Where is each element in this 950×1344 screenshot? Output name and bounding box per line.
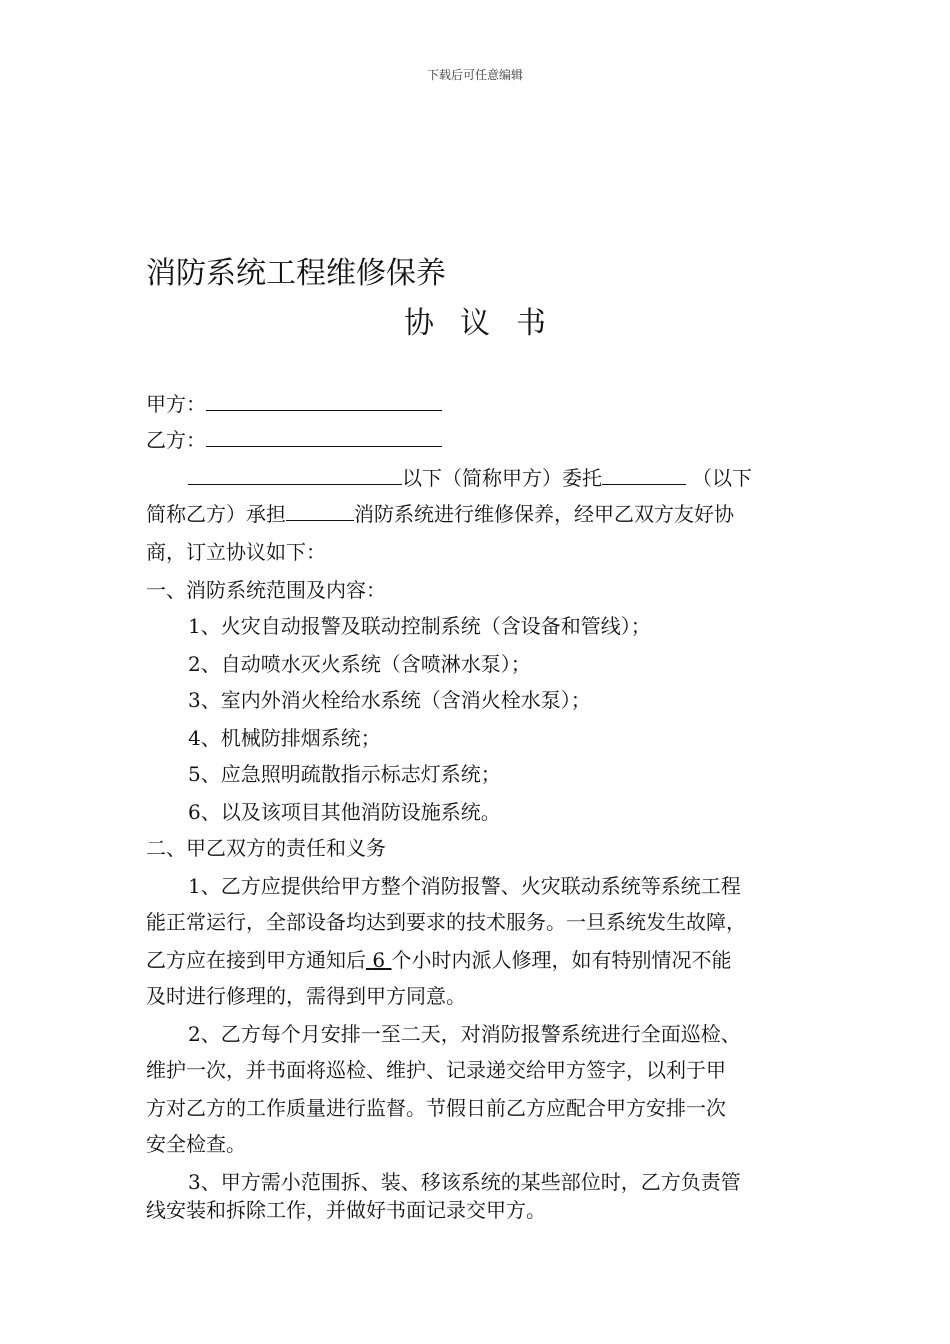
party-a-blank[interactable] — [206, 388, 442, 411]
paragraph-1-line-3a: 乙方应在接到甲方通知后 — [146, 948, 366, 972]
party-b-blank[interactable] — [206, 424, 442, 447]
section-1-item: 3、室内外消火栓给水系统（含消火栓水泵）； — [188, 688, 591, 712]
paragraph-1-line-1: 1、乙方应提供给甲方整个消防报警、火灾联动系统等系统工程 — [188, 874, 741, 898]
paragraph-1-line-4: 及时进行修理的，需得到甲方同意。 — [146, 984, 466, 1008]
intro-line-1 — [146, 460, 808, 496]
system-name-blank[interactable] — [286, 498, 354, 521]
client-name-blank[interactable] — [188, 462, 402, 485]
party-b-label: 乙方： — [146, 428, 206, 452]
paragraph-3-line-1: 3、甲方需小范围拆、装、移该系统的某些部位时，乙方负责管 — [188, 1170, 741, 1194]
intro-line-3: 商，订立协议如下： — [146, 540, 326, 564]
section-1-item: 5、应急照明疏散指示标志灯系统； — [188, 762, 501, 786]
paragraph-1-line-3 — [146, 942, 808, 978]
paragraph-2-line-2: 维护一次，并书面将巡检、维护、记录递交给甲方签字，以利于甲 — [146, 1058, 726, 1082]
intro-line-2 — [146, 496, 808, 532]
paragraph-3-line-2: 线安装和拆除工作，并做好书面记录交甲方。 — [146, 1198, 546, 1222]
party-a-line — [146, 386, 808, 422]
response-hours-value: 6 — [372, 948, 386, 972]
intro-part-3: 简称乙方）承担 — [146, 502, 286, 526]
intro-part-2: （以下 — [692, 466, 752, 490]
party-a-label: 甲方： — [146, 392, 206, 416]
page-header-note: 下载后可任意编辑 — [426, 68, 523, 82]
paragraph-1-line-2: 能正常运行，全部设备均达到要求的技术服务。一旦系统发生故障， — [146, 910, 746, 934]
contractor-name-blank[interactable] — [602, 462, 686, 485]
paragraph-2-line-1: 2、乙方每个月安排一至二天，对消防报警系统进行全面巡检、 — [188, 1022, 741, 1046]
section-1-item: 2、自动喷水灭火系统（含喷淋水泵）； — [188, 652, 531, 676]
intro-part-1: 以下（简称甲方）委托 — [402, 466, 602, 490]
section-1-item: 6、以及该项目其他消防设施系统。 — [188, 800, 501, 824]
paragraph-1-line-3b: 个小时内派人修理，如有特别情况不能 — [391, 948, 732, 972]
intro-part-4: 消防系统进行维修保养，经甲乙双方友好协 — [354, 502, 734, 526]
section-1-item: 4、机械防排烟系统； — [188, 726, 381, 750]
document-subtitle: 协议书 — [404, 306, 572, 341]
paragraph-2-line-4: 安全检查。 — [146, 1132, 246, 1156]
section-1-item: 1、火灾自动报警及联动控制系统（含设备和管线）； — [188, 614, 651, 638]
section-1-heading: 一、消防系统范围及内容： — [146, 578, 386, 602]
section-2-heading: 二、甲乙双方的责任和义务 — [146, 836, 386, 860]
paragraph-2-line-3: 方对乙方的工作质量进行监督。节假日前乙方应配合甲方安排一次 — [146, 1096, 726, 1120]
party-b-line — [146, 422, 808, 458]
document-title: 消防系统工程维修保养 — [146, 256, 446, 291]
